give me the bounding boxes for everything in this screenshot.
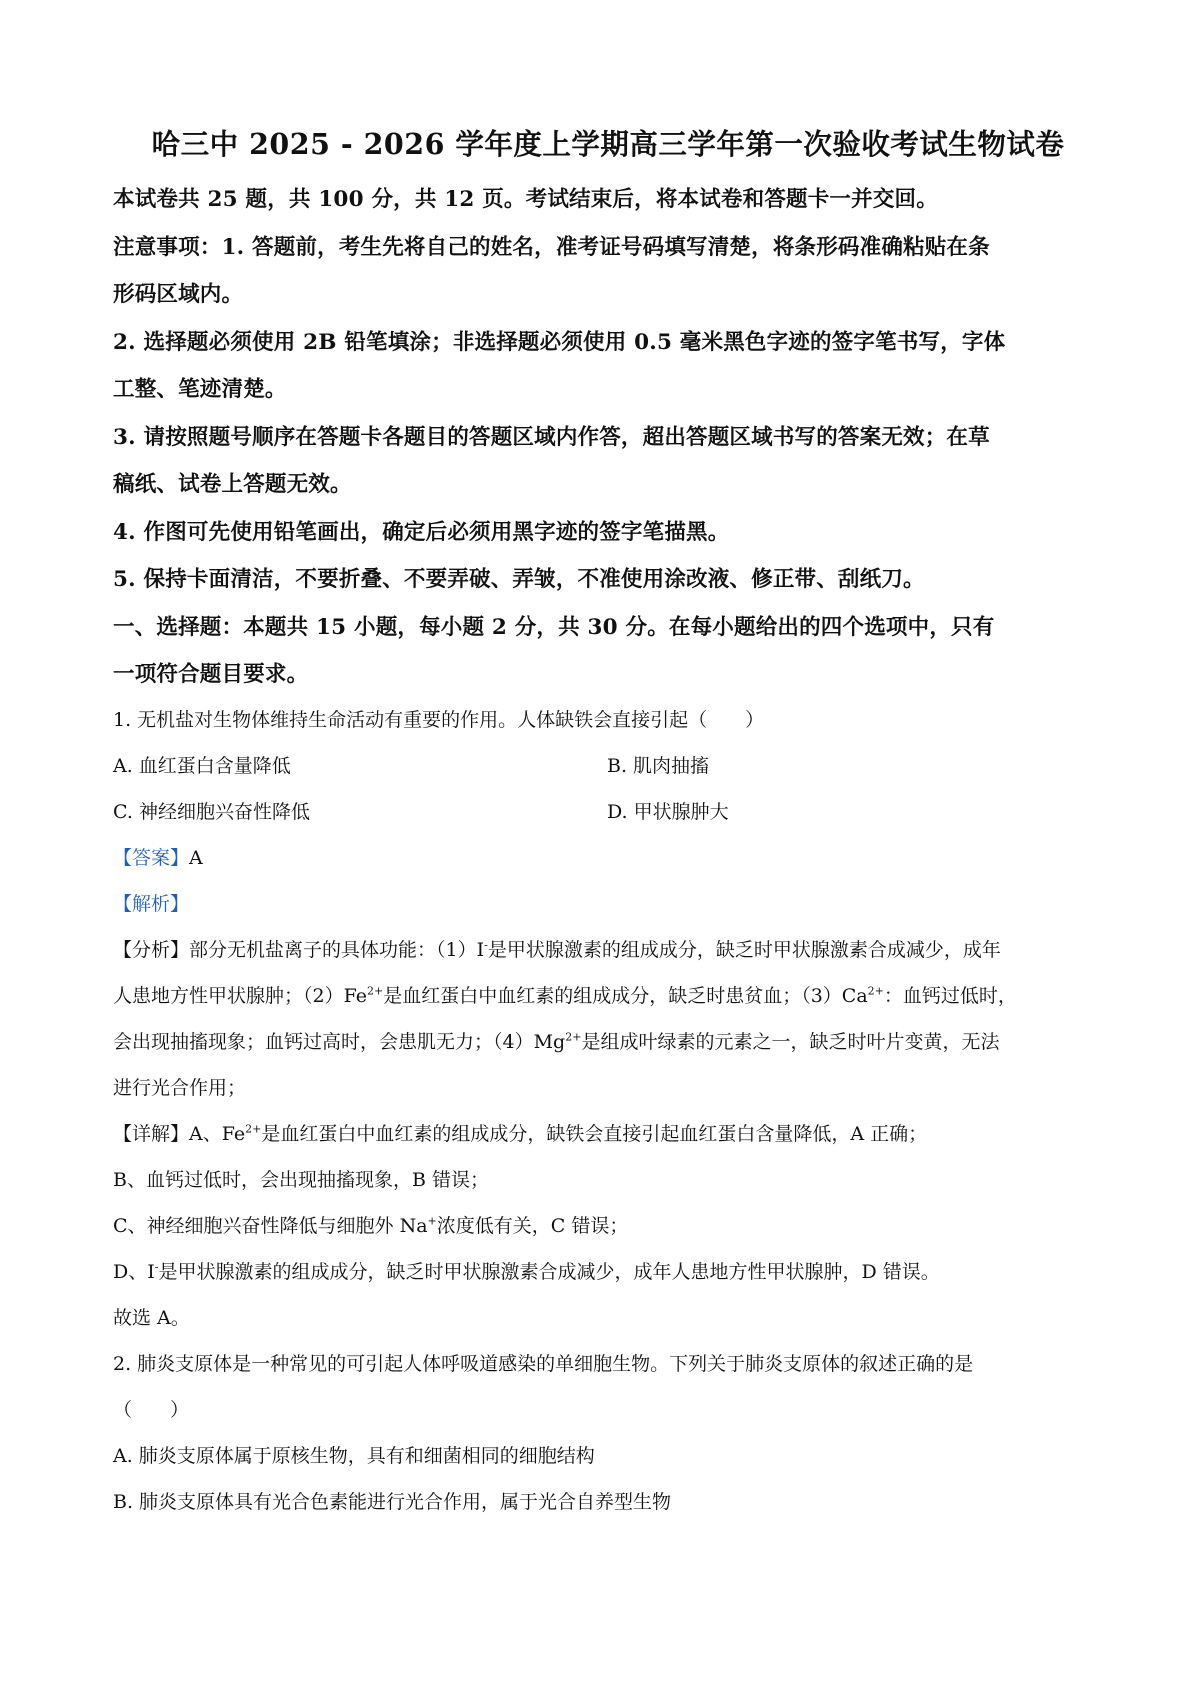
superscript: -	[484, 938, 488, 952]
detail-text: 是血红蛋白中血红素的组成成分，缺铁会直接引起血红蛋白含量降低，A 正确；	[261, 1123, 928, 1145]
fenxi-text: 部分无机盐离子的具体功能：（1）I	[189, 939, 485, 961]
question-1-options-row	[113, 789, 1103, 835]
answer-value: A	[189, 847, 203, 869]
notice-line: 5. 保持卡面清洁，不要折叠、不要弄破、弄皱，不准使用涂改液、修正带、刮纸刀。	[113, 567, 925, 592]
detail-text: C、神经细胞兴奋性降低与细胞外 Na	[113, 1215, 428, 1237]
detail-line: B、血钙过低时，会出现抽搐现象，B 错误；	[113, 1169, 489, 1191]
superscript: 2+	[366, 984, 384, 998]
notice-line: 稿纸、试卷上答题无效。	[113, 472, 352, 497]
conclusion-line: 故选 A。	[113, 1307, 190, 1329]
detail-line	[113, 1111, 1103, 1157]
analysis-line	[113, 881, 1103, 927]
detail-line	[113, 1249, 1103, 1295]
superscript: +	[427, 1214, 437, 1228]
fenxi-text: 是血红蛋白中血红素的组成成分，缺乏时患贫血；（3）Ca	[383, 985, 868, 1007]
notice-line: 注意事项：1. 答题前，考生先将自己的姓名，准考证号码填写清楚，将条形码准确粘贴在条	[113, 234, 990, 260]
superscript: 2+	[867, 984, 884, 998]
fenxi-tag: 【分析】	[113, 939, 190, 961]
section-heading: 一、选择题：本题共 15 小题，每小题 2 分，共 30 分。在每小题给出的四个选项中，只有	[113, 614, 995, 640]
superscript: 2+	[245, 1122, 262, 1136]
fenxi-text: 是组成叶绿素的元素之一，缺乏时叶片变黄，无法	[581, 1031, 1000, 1053]
option-d: D. 甲状腺肿大	[607, 801, 729, 823]
answer-tag: 【答案】	[113, 847, 190, 869]
superscript: -	[154, 1260, 159, 1274]
option-b: B. 肌肉抽搐	[607, 755, 710, 777]
fenxi-line: 进行光合作用；	[113, 1077, 247, 1099]
analysis-tag: 【解析】	[113, 893, 190, 915]
fenxi-line	[113, 973, 1103, 1019]
answer-line	[113, 835, 1103, 881]
option-b: B. 肺炎支原体具有光合色素能进行光合作用，属于光合自养型生物	[113, 1491, 672, 1513]
notice-line: 形码区域内。	[113, 282, 244, 307]
detail-text: 浓度低有关，C 错误；	[436, 1215, 629, 1237]
notice-line: 3. 请按照题号顺序在答题卡各题目的答题区域内作答，超出答题区域书写的答案无效；在草	[113, 424, 990, 450]
notice-line: 工整、笔迹清楚。	[113, 377, 287, 402]
question-1-stem: 1. 无机盐对生物体维持生命活动有重要的作用。人体缺铁会直接引起（ ）	[113, 709, 765, 731]
fenxi-text: ：血钙过低时，	[883, 985, 1017, 1007]
fenxi-line	[113, 1019, 1103, 1065]
detail-text: A、Fe	[189, 1123, 246, 1145]
section-heading: 一项符合题目要求。	[113, 662, 309, 687]
fenxi-text: 人患地方性甲状腺肿；（2）Fe	[113, 985, 367, 1007]
superscript: 2+	[565, 1030, 582, 1044]
exam-instructions	[113, 176, 1103, 699]
detail-text: D、I	[113, 1261, 155, 1283]
detail-line	[113, 1203, 1103, 1249]
option-a: A. 肺炎支原体属于原核生物，具有和细菌相同的细胞结构	[113, 1445, 595, 1467]
fenxi-line	[113, 927, 1103, 973]
fenxi-text: 会出现抽搐现象；血钙过高时，会患肌无力；（4）Mg	[113, 1031, 566, 1053]
question-1-options-row	[113, 743, 1103, 789]
question-content	[113, 697, 1103, 1525]
notice-line: 4. 作图可先使用铅笔画出，确定后必须用黑字迹的签字笔描黑。	[113, 519, 730, 545]
page-title: 哈三中 2025 - 2026 学年度上学期高三学年第一次验收考试生物试卷	[151, 127, 1065, 161]
intro-line: 本试卷共 25 题，共 100 分，共 12 页。考试结束后，将本试卷和答题卡一并交回。	[113, 187, 938, 212]
notice-line: 2. 选择题必须使用 2B 铅笔填涂；非选择题必须使用 0.5 毫米黑色字迹的签字笔书写，字体	[113, 329, 1006, 355]
detail-text: 是甲状腺激素的组成成分，缺乏时甲状腺激素合成减少，成年人患地方性甲状腺肿，D 错误。	[158, 1261, 940, 1283]
detail-tag: 【详解】	[113, 1123, 190, 1145]
option-a: A. 血红蛋白含量降低	[113, 755, 291, 777]
question-2-stem-blank: （ ）	[113, 1399, 190, 1421]
fenxi-text: 是甲状腺激素的组成成分，缺乏时甲状腺激素合成减少，成年	[487, 939, 1001, 961]
option-c: C. 神经细胞兴奋性降低	[113, 801, 310, 823]
question-2-stem: 2. 肺炎支原体是一种常见的可引起人体呼吸道感染的单细胞生物。下列关于肺炎支原体的叙述正确的是	[113, 1353, 974, 1375]
